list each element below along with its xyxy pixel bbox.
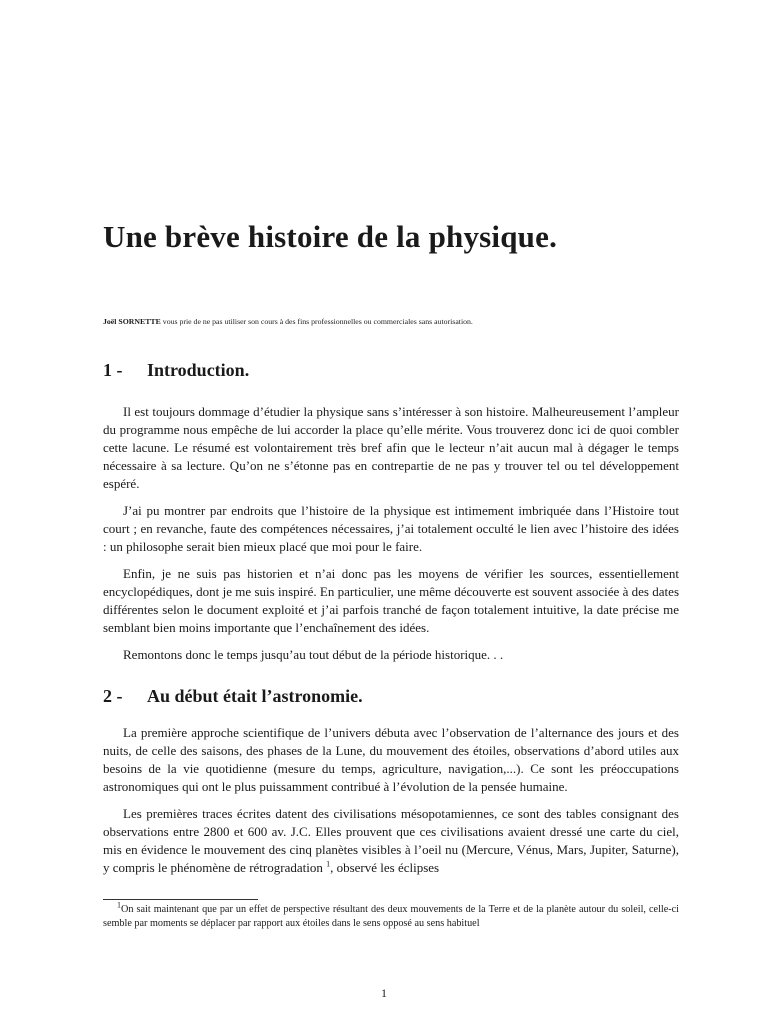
- author-notice: [103, 317, 663, 326]
- paragraph: Il est toujours dommage d’étudier la physique sans s’intéresser à son histoire. Malheureusement l’ampleur du programme nous empêche de lui accorder la place qu’elle mérite. Vous trouverez donc ici de quoi combler cette lacune. Le résumé est volontairement très bref afin que le lecteur n’ait aucun mal à dégager le temps nécessaire à sa lecture. Qu’on ne s’étonne pas en contrepartie de ne pas y trouver tel ou tel développement espéré.: [103, 404, 679, 491]
- section-body-introduction: [103, 403, 679, 673]
- footnote-mark[interactable]: 1: [326, 859, 331, 869]
- section-title: Au début était l’astronomie.: [147, 686, 363, 706]
- paragraph: Enfin, je ne suis pas historien et n’ai donc pas les moyens de vérifier les sources, essentiellement encyclopédiques, dont je me suis inspiré. En particulier, une même découverte est souvent associée à des dates différentes selon le document exploité et j’ai parfois tranché de façon totalement intuitive, la date précise me semblant bien moins importante que l’enchaînement des idées.: [103, 566, 679, 635]
- document-title: Une brève histoire de la physique.: [103, 219, 558, 254]
- author-name: Joël SORNETTE: [103, 317, 161, 326]
- paragraph: La première approche scientifique de l’univers débuta avec l’observation de l’alternance des jours et des nuits, de celle des saisons, des phases de la Lune, du mouvement des étoiles, observations d’abord utiles aux besoins de la vie quotidienne (mesure du temps, agriculture, navigation,...). Ce sont les préoccupations astronomiques qui ont le plus puissamment contribué à l’évolution de la pensée humaine.: [103, 725, 679, 794]
- section-title: Introduction.: [147, 360, 250, 380]
- footnote-text: On sait maintenant que par un effet de perspective résultant des deux mouvements de la Terre et de la planète autour du soleil, celle-ci semble par moments se déplacer par rapport aux étoiles dans le sens opposé au sens habituel: [103, 904, 679, 929]
- paragraph-text: , observé les éclipses: [330, 860, 440, 875]
- section-number: 2 -: [103, 686, 123, 706]
- section-number: 1 -: [103, 360, 123, 380]
- page-number: 1: [381, 986, 387, 1000]
- section-heading-introduction: [103, 360, 703, 381]
- footnote: [103, 900, 679, 931]
- author-notice-text: vous prie de ne pas utiliser son cours à des fins professionnelles ou commerciales sans autorisation.: [160, 317, 473, 326]
- paragraph-text: Les premières traces écrites datent des civilisations mésopotamiennes, ce sont des tables consignant des observations entre 2800 et 600 av. J.C. Elles prouvent que ces civilisations avaient dressé une carte du ciel, mis en évidence le mouvement des cinq planètes visibles à l’oeil nu (Mercure, Vénus, Mars, Jupiter, Saturne), y compris le phénomène de rétrogradation: [103, 806, 679, 875]
- paragraph: Remontons donc le temps jusqu’au tout début de la période historique. . .: [123, 647, 504, 662]
- paragraph: J’ai pu montrer par endroits que l’histoire de la physique est intimement imbriquée dans l’Histoire tout court ; en revanche, faute des compétences nécessaires, j’ai totalement occulté le lien avec l’histoire des idées : un philosophe serait bien mieux placé que moi pour le faire.: [103, 503, 679, 554]
- footnote-number: 1: [117, 900, 121, 910]
- paragraph: [103, 805, 679, 877]
- footnote-divider: [103, 899, 258, 900]
- section-body-astronomie: [103, 724, 679, 886]
- section-heading-astronomie: [103, 686, 703, 707]
